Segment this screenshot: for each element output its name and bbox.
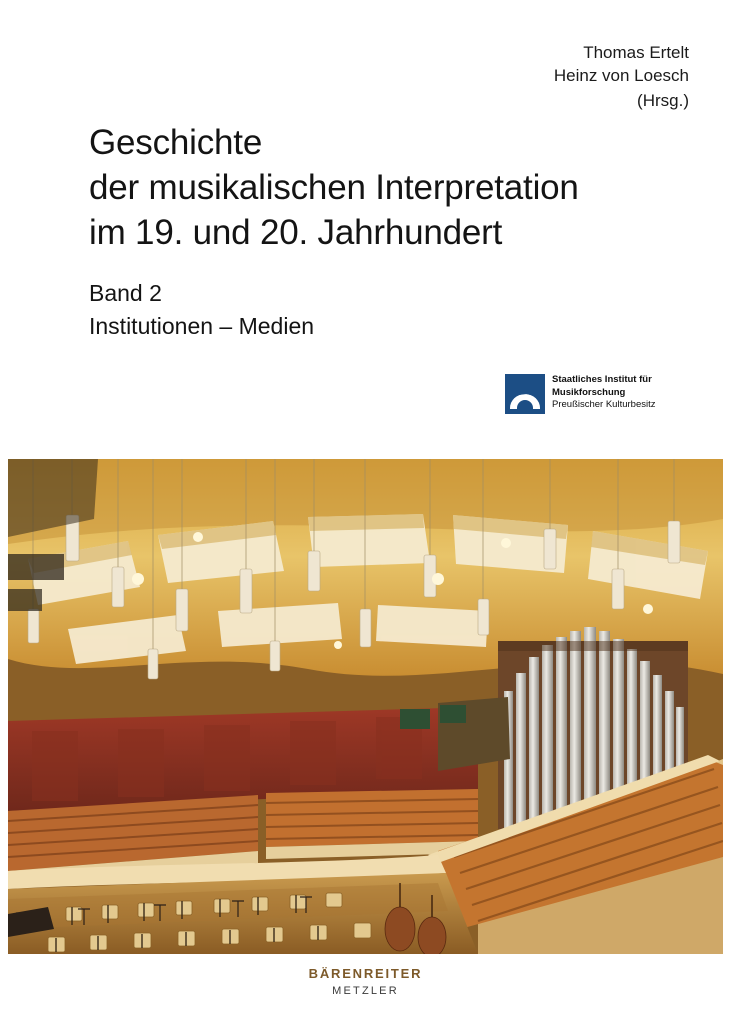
institute-line-2: Musikforschung xyxy=(552,386,626,398)
subtitle xyxy=(89,277,689,343)
wave-mark-icon xyxy=(505,374,545,414)
title-line-1: Geschichte xyxy=(89,123,263,162)
institute-line-1: Staatliches Institut für xyxy=(552,374,652,385)
page-title xyxy=(89,120,689,255)
institute-logo-text xyxy=(552,374,655,412)
editors-block xyxy=(554,42,689,113)
title-line-3: im 19. und 20. Jahrhundert xyxy=(89,213,503,253)
editor-name-1: Thomas Ertelt xyxy=(583,43,689,62)
institute-logo xyxy=(505,374,655,414)
publisher-name: BÄRENREITER xyxy=(308,966,423,981)
volume-number: Band 2 xyxy=(89,280,162,306)
concert-hall-interior-photo xyxy=(8,459,723,954)
title-line-2: der musikalischen Interpretation xyxy=(89,168,579,208)
publisher-block xyxy=(0,966,731,997)
volume-topic: Institutionen – Medien xyxy=(89,312,315,339)
institute-line-3: Preußischer Kulturbesitz xyxy=(552,399,656,411)
publisher-imprint: METZLER xyxy=(332,985,399,997)
editor-role: (Hrsg.) xyxy=(637,90,689,110)
editor-name-2: Heinz von Loesch xyxy=(553,65,689,85)
